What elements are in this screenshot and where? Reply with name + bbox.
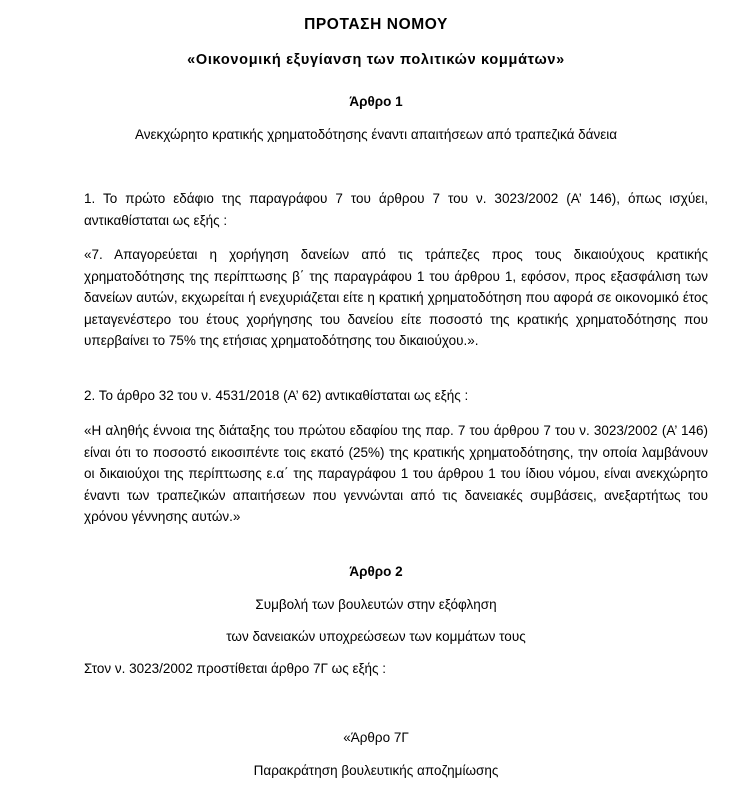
document-title: ΠΡΟΤΑΣΗ ΝΟΜΟΥ bbox=[304, 16, 448, 33]
article-1-paragraph-2-intro: 2. Το άρθρο 32 του ν. 4531/2018 (Α’ 62) αντικαθίσταται ως εξής : bbox=[84, 388, 469, 403]
article-7g-heading: «Άρθρο 7Γ bbox=[343, 730, 409, 745]
article-1-paragraph-1-quote: «7. Απαγορεύεται η χορήγηση δανείων από τις τράπεζες προς τους δικαιούχους κρατικής χρηματοδότησης της περίπτωσης β΄ της παραγράφου 1 του άρθρου 1, εφόσον, προς εξασφάλιση των δανείων αυτών, εκχωρείται ή ενεχυριάζεται είτε η κρατική χρηματοδότηση που αφορά σε οικονομικό έτος μεταγενέστερο του έτους χορήγησης του δανείου είτε ποσοστό της κρατικής χρηματοδότησης που υπερβαίνει το 75% της ετήσιας χρηματοδότησης του δικαιούχου.». bbox=[84, 247, 708, 348]
article-1-caption: Ανεκχώρητο κρατικής χρηματοδότησης έναντι απαιτήσεων από τραπεζικά δάνεια bbox=[134, 127, 618, 142]
document-subtitle: «Οικονομική εξυγίανση των πολιτικών κομμάτων» bbox=[187, 52, 565, 68]
article-7g-caption: Παρακράτηση βουλευτικής αποζημίωσης bbox=[253, 763, 499, 778]
article-2-intro: Στον ν. 3023/2002 προστίθεται άρθρο 7Γ ως εξής : bbox=[84, 661, 387, 676]
article-1-heading: Άρθρο 1 bbox=[349, 94, 403, 109]
article-2-caption-line-1: Συμβολή των βουλευτών στην εξόφληση bbox=[255, 597, 497, 612]
article-1-paragraph-1-intro: 1. Το πρώτο εδάφιο της παραγράφου 7 του άρθρου 7 του ν. 3023/2002 (Α’ 146), όπως ισχύει, αντικαθίσταται ως εξής : bbox=[84, 191, 708, 228]
article-2-caption-line-2: των δανειακών υποχρεώσεων των κομμάτων τους bbox=[226, 629, 526, 644]
article-2-heading: Άρθρο 2 bbox=[349, 564, 403, 579]
article-1-paragraph-2-quote: «Η αληθής έννοια της διάταξης του πρώτου εδαφίου της παρ. 7 του άρθρου 7 του ν. 3023/2002 (Α’ 146) είναι ότι το ποσοστό εικοσιπέντε τοις εκατό (25%) της κρατικής χρηματοδότησης, την οποία λαμβάνουν οι δικαιούχοι της περίπτωσης ε.α΄ της παραγράφου 1 του άρθρου 1 του ίδιου νόμου, είναι ανεκχώρητο έναντι των τραπεζικών απαιτήσεων που γεννώνται από τις δανειακές συμβάσεις, ανεξαρτήτως του χρόνου γέννησης αυτών.» bbox=[84, 423, 708, 524]
